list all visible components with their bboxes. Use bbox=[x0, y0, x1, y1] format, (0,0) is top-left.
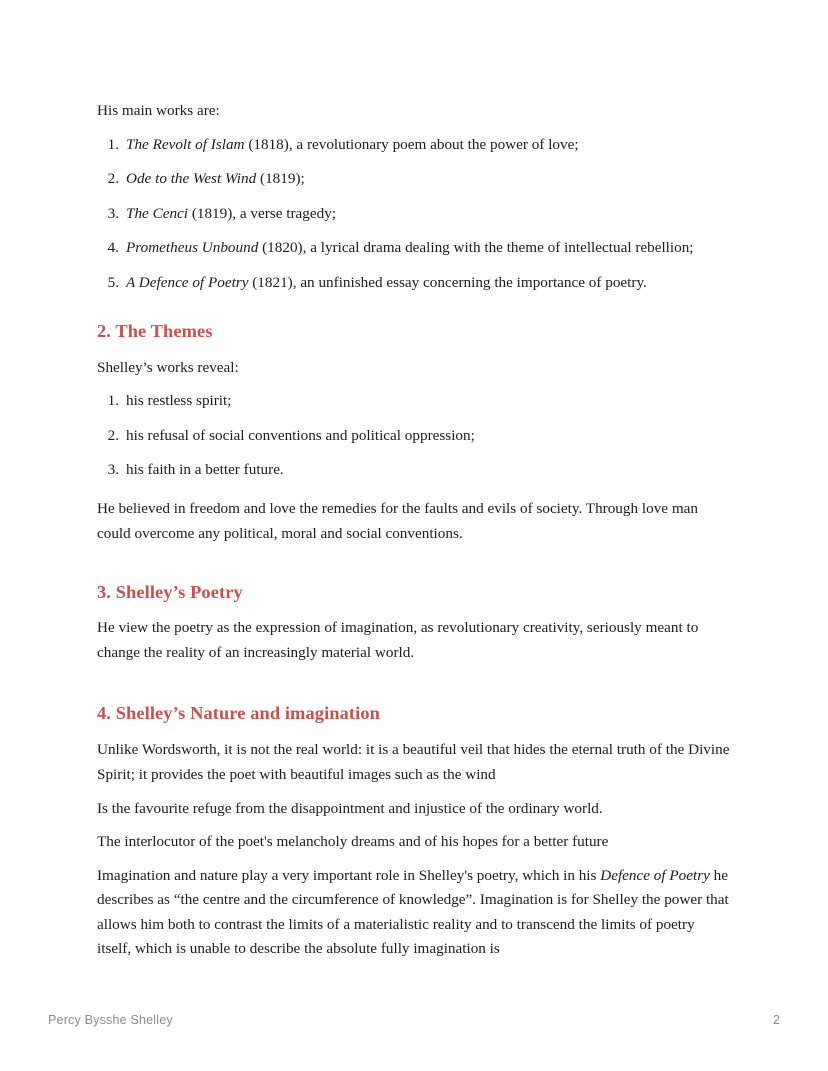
work-title: A Defence of Poetry bbox=[126, 273, 249, 291]
section-heading-poetry: 3. Shelley’s Poetry bbox=[97, 582, 243, 603]
nature-paragraph-1-block bbox=[97, 738, 731, 787]
section-themes-heading-block bbox=[97, 319, 731, 343]
nature-paragraph-3-block bbox=[97, 830, 731, 855]
list-marker: 4. bbox=[107, 239, 119, 257]
list-marker: 2. bbox=[107, 426, 119, 444]
poetry-paragraph-text: He view the poetry as the expression of imagination, as revolutionary creativity, seriously meant to change the reality of an increasingly material world. bbox=[97, 619, 699, 661]
work-description: (1819), a verse tragedy; bbox=[188, 204, 337, 222]
document-body bbox=[97, 99, 731, 962]
work-title: Prometheus Unbound bbox=[126, 239, 259, 257]
work-title: The Revolt of Islam bbox=[126, 135, 245, 153]
list-marker: 5. bbox=[107, 273, 119, 291]
themes-lead-text: Shelley’s works reveal: bbox=[97, 358, 239, 376]
poetry-paragraph-block bbox=[97, 616, 731, 665]
nature-paragraph-3-text: The interlocutor of the poet's melancholy dreams and of his hopes for a better future bbox=[97, 833, 609, 851]
spacer bbox=[97, 483, 731, 497]
list-item bbox=[97, 167, 731, 192]
list-marker: 2. bbox=[107, 170, 119, 188]
section-heading-nature: 4. Shelley’s Nature and imagination bbox=[97, 703, 380, 724]
list-item bbox=[97, 202, 731, 227]
defence-of-poetry-title: Defence of Poetry bbox=[600, 866, 710, 884]
works-list bbox=[97, 133, 731, 296]
section-poetry-heading-block bbox=[97, 580, 731, 604]
list-item bbox=[97, 236, 731, 261]
list-marker: 1. bbox=[107, 392, 119, 410]
list-marker: 1. bbox=[107, 135, 119, 153]
theme-text: his restless spirit; bbox=[126, 392, 232, 410]
nature-paragraph-2-block bbox=[97, 797, 731, 822]
footer-page-number: 2 bbox=[772, 1013, 780, 1027]
nature-paragraph-2-text: Is the favourite refuge from the disappointment and injustice of the ordinary world. bbox=[97, 799, 603, 817]
work-description: (1821), an unfinished essay concerning the importance of poetry. bbox=[248, 273, 647, 291]
theme-text: his faith in a better future. bbox=[126, 461, 284, 479]
list-marker: 3. bbox=[107, 204, 119, 222]
work-description: (1820), a lyrical drama dealing with the theme of intellectual rebellion; bbox=[258, 239, 694, 257]
work-description: (1819); bbox=[256, 170, 305, 188]
section-nature-heading-block bbox=[97, 701, 731, 725]
work-title: Ode to the West Wind bbox=[126, 170, 257, 188]
nature-paragraph-4-block bbox=[97, 864, 731, 962]
themes-closing-block bbox=[97, 497, 731, 546]
footer-document-title: Percy Bysshe Shelley bbox=[48, 1013, 173, 1027]
nature-paragraph-4-lead: Imagination and nature play a very important role in Shelley's poetry, which in his bbox=[97, 866, 601, 884]
nature-paragraph-4-text bbox=[97, 864, 731, 962]
nature-paragraph-4-tail: he describes as “the centre and the circumference of knowledge”. Imagination is for Shelley the power that allows him both to contrast the limits of a materialistic reality and to transcend the limits of poetry itself, which is unable to describe the absolute fully imagination is bbox=[97, 866, 729, 958]
list-marker: 3. bbox=[107, 461, 119, 479]
theme-text: his refusal of social conventions and political oppression; bbox=[126, 426, 475, 444]
work-description: (1818), a revolutionary poem about the power of love; bbox=[244, 135, 579, 153]
list-item bbox=[97, 133, 731, 158]
themes-list bbox=[97, 389, 731, 483]
list-item bbox=[97, 424, 731, 449]
intro-lead-text: His main works are: bbox=[97, 102, 220, 119]
work-title: The Cenci bbox=[126, 204, 189, 222]
list-item bbox=[97, 389, 731, 414]
intro-lead-block bbox=[97, 99, 731, 124]
page-footer bbox=[48, 1009, 780, 1031]
themes-lead-block bbox=[97, 356, 731, 381]
themes-closing-text: He believed in freedom and love the remedies for the faults and evils of society. Through love man could overcome any political, moral and social conventions. bbox=[97, 499, 698, 542]
section-heading-themes: 2. The Themes bbox=[97, 320, 213, 341]
nature-paragraph-1-text: Unlike Wordsworth, it is not the real world: it is a beautiful veil that hides the eternal truth of the Divine Spirit; it provides the poet with beautiful images such as the wind bbox=[97, 741, 730, 783]
list-item bbox=[97, 271, 731, 296]
list-item bbox=[97, 458, 731, 483]
